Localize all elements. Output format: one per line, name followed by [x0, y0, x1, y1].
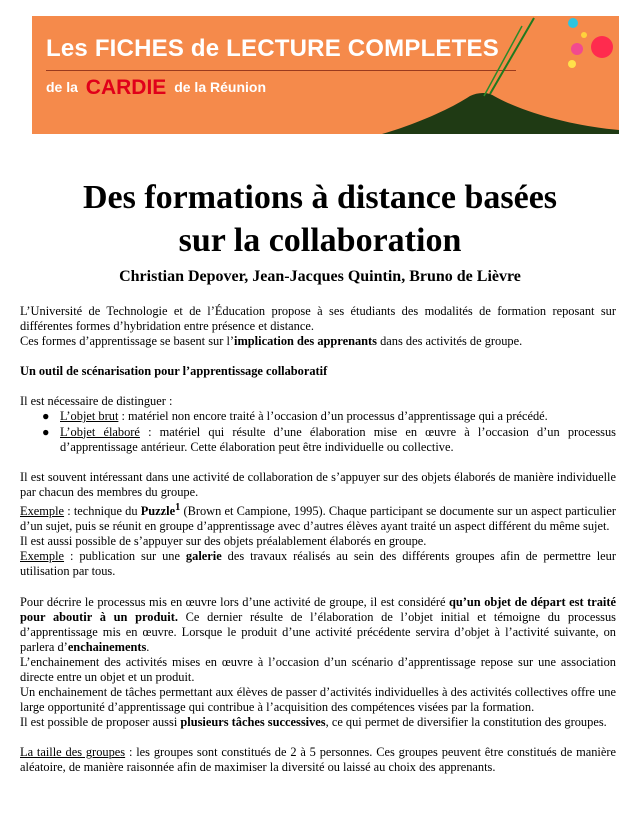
authors: Christian Depover, Jean-Jacques Quintin, Bruno de Lièvre [119, 268, 521, 285]
term-definition: : matériel qui résulte d’une élaboration mise en œuvre à l’occasion d’un processus d’apprentissage antérieur. Cette élaboration peut être individuelle ou collective. [60, 424, 616, 454]
process-text-end: . [146, 639, 150, 654]
term-label: L’objet élaboré [60, 424, 140, 439]
bullet-icon: ● [42, 424, 50, 439]
footnote-marker: 1 [175, 501, 181, 513]
example-label: Exemple [20, 549, 65, 564]
group-size-text: : les groupes sont constitués de 2 à 5 personnes. Ces groupes peuvent être constitués de manière aléatoire, de manière raisonnée afin de maximiser la diversité ou laissé au choix des apprenants. [20, 745, 616, 775]
gallery-term: galerie [185, 549, 222, 564]
section-heading: Un outil de scénarisation pour l’apprentissage collaboratif [20, 364, 328, 379]
bullet-icon: ● [42, 409, 50, 424]
term-label: L’objet brut [60, 409, 119, 424]
intro-paragraph-2 [20, 334, 616, 349]
example-text-end: des travaux réalisés au sein des différents groupes afin de permettre leur utilisation par tous. [20, 549, 617, 579]
banner-brand: CARDIE [85, 76, 167, 99]
banner-sub-suffix: de la Réunion [174, 79, 266, 95]
collab-paragraph-2: Il est aussi possible de s’appuyer sur des objets préalablement élaborés en groupe. [20, 534, 427, 549]
term-definition: : matériel non encore traité à l’occasion d’un processus d’apprentissage qui a précédé. [118, 409, 548, 424]
process-paragraph-4 [20, 715, 616, 730]
header-banner [32, 16, 619, 134]
distinguish-lead: Il est nécessaire de distinguer : [20, 394, 173, 409]
banner-sub-prefix: de la [46, 79, 78, 95]
example-puzzle [20, 500, 616, 534]
process-emphasis: qu’un objet de départ est traité pour aboutir à un produit. [20, 594, 616, 624]
document-title-line-1: Des formations à distance basées [82, 179, 558, 216]
enchainements-term: enchainements [67, 639, 147, 654]
banner-title: Les FICHES de LECTURE COMPLETES [46, 35, 499, 62]
volcano-logo-icon [32, 16, 619, 134]
group-size-label: La taille des groupes [20, 745, 126, 760]
example-label: Exemple [20, 504, 65, 519]
process-text-end: , ce qui permet de diversifier la constitution des groupes. [325, 715, 607, 730]
process-text: Pour décrire le processus mis en œuvre lors d’une activité de groupe, il est considéré [20, 594, 449, 609]
example-gallery [20, 549, 616, 579]
example-text: : technique du [64, 504, 141, 519]
process-paragraph-2: L’enchainement des activités mises en œuvre à l’occasion d’un scénario d’apprentissage repose sur une association directe entre un objet et un produit. [20, 654, 616, 684]
intro-text-end: dans des activités de groupe. [377, 334, 523, 349]
puzzle-term: Puzzle [140, 504, 176, 519]
process-text-mid: Ce dernier résulte de l’élaboration de l’objet initial et témoigne du processus d’apprentissage mis en œuvre. Lorsque le produit d’une activité précédente servira d’objet à l’activité suivante, on parlera d’ [20, 609, 616, 654]
intro-text: Ces formes d’apprentissage se basent sur l’ [20, 334, 235, 349]
intro-emphasis: implication des apprenants [234, 334, 378, 349]
example-text: : publication sur une [64, 549, 186, 564]
distinguish-list [20, 409, 616, 454]
document-title [0, 176, 640, 262]
successive-tasks-term: plusieurs tâches successives [180, 715, 326, 730]
document-title-line-2: sur la collaboration [178, 222, 462, 259]
document-body [20, 304, 616, 776]
intro-paragraph-1: L’Université de Technologie et de l’Éducation propose à ses étudiants des modalités de formation reposant sur différentes formes d’hybridation entre présence et distance. [20, 304, 616, 334]
example-text-end: (Brown et Campione, 1995). Chaque participant se documente sur un aspect particulier d’un sujet, puis se réunit en groupe d’apprentissage avec d’autres élèves ayant traité un aspect différent du même sujet. [20, 504, 616, 534]
group-size-paragraph [20, 745, 616, 775]
process-text: Il est possible de proposer aussi [20, 715, 181, 730]
process-paragraph-1 [20, 595, 616, 655]
process-paragraph-3: Un enchainement de tâches permettant aux élèves de passer d’activités individuelles à des activités collectives offre une large opportunité d’apprentissage qui contribue à l’acquisition des compétences visées par la formation. [20, 685, 616, 715]
list-item [20, 425, 616, 455]
list-item [20, 409, 616, 424]
collab-paragraph: Il est souvent intéressant dans une activité de collaboration de s’appuyer sur des objets élaborés de manière individuelle par chacun des membres du groupe. [20, 469, 616, 499]
